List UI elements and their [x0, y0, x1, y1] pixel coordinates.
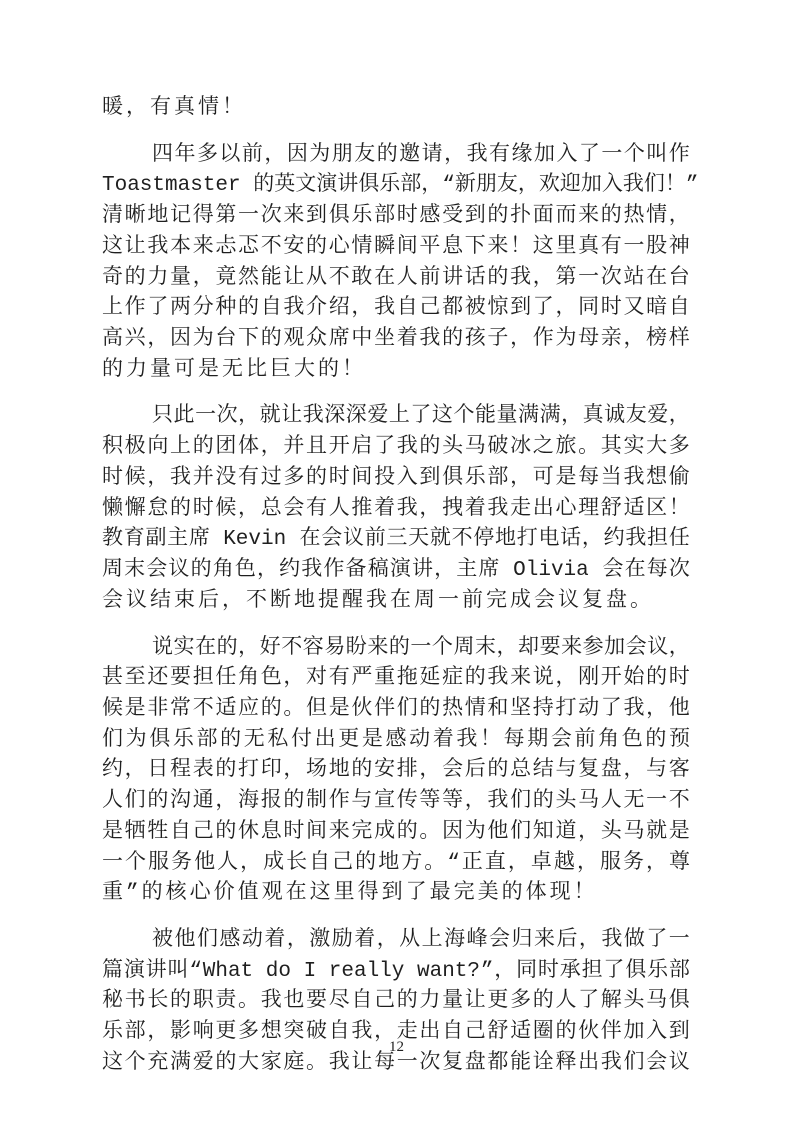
text-line: 说 实 在 的 ， 好 不 容 易 盼 来 的 一 个 周 末 ， 却 要 来 参 加 会 议 ，	[152, 636, 690, 660]
text-line: 被 他 们 感 动 着 ， 激 励 着 ， 从 上 海 峰 会 归 来 后 ， 我 做 了 一	[152, 928, 690, 952]
text-line: 上 作 了 两 分 种 的 自 我 介 绍 ， 我 自 己 都 被 惊 到 了 ， 同 时 又 暗 自	[102, 297, 690, 321]
text-line: 的力量可是无比巨大的！	[102, 358, 366, 382]
text-line: 积 极 向 上 的 团 体 ， 并 且 开 启 了 我 的 头 马 破 冰 之 旅 。 其 实 大 多	[102, 436, 690, 460]
text-line: 是 牺 牲 自 己 的 休 息 时 间 来 完 成 的 。 因 为 他 们 知 道 ， 头 马 就 是	[102, 820, 690, 844]
text-line: 奇 的 力 量 ， 竟 然 能 让 从 不 敢 在 人 前 讲 话 的 我 ， 第 一 次 站 在 台	[102, 266, 690, 290]
text-line: 懒 懈 怠 的 时 候 ， 总 会 有 人 推 着 我 ， 拽 着 我 走 出 心 理 舒 适 区 ！	[102, 497, 690, 521]
text-line: 约 ， 日 程 表 的 打 印 ， 场 地 的 安 排 ， 会 后 的 总 结 与 复 盘 ， 与 客	[102, 759, 690, 783]
text-line: 一 个 服 务 他 人 ， 成 长 自 己 的 地 方 。 “ 正 直 ， 卓 越 ， 服 务 ， 尊	[102, 851, 690, 875]
text-line: 四 年 多 以 前 ， 因 为 朋 友 的 邀 请 ， 我 有 缘 加 入 了 一 个 叫 作	[152, 143, 690, 167]
text-line: 篇 演 讲 叫 “ What do I really want? ” ， 同 时 承 担 了 俱 乐 部	[102, 959, 690, 983]
text-line: 候 是 非 常 不 适 应 的 。 但 是 伙 伴 们 的 热 情 和 坚 持 打 动 了 我 ， 他	[102, 697, 690, 721]
text-line: 会议结束后，不断地提醒我在周一前完成会议复盘。	[102, 589, 654, 613]
page-number: 12	[389, 1039, 404, 1055]
text-line: 时 候 ， 我 并 没 有 过 多 的 时 间 投 入 到 俱 乐 部 ， 可 是 每 当 我 想 偷	[102, 466, 690, 490]
text-line: 人 们 的 沟 通 ， 海 报 的 制 作 与 宣 传 等 等 ， 我 们 的 头 马 人 无 一 不	[102, 790, 690, 814]
text-line: 甚 至 还 要 担 任 角 色 ， 对 有 严 重 拖 延 症 的 我 来 说 ， 刚 开 始 的 时	[102, 667, 690, 691]
text-line: Toastmaster 的 英 文 演 讲 俱 乐 部 ， “ 新 朋 友 ， 欢 迎 加 入 我 们 ！ ”	[102, 174, 699, 198]
text-line: 这 个 充 满 爱 的 大 家 庭 。 我 让 每 一 次 复 盘 都 能 诠 释 出 我 们 会 议	[102, 1051, 690, 1075]
text-line: 只 此 一 次 ， 就 让 我 深 深 爱 上 了 这 个 能 量 满 满 ， 真 诚 友 爱 ，	[152, 405, 690, 429]
text-line: 们 为 俱 乐 部 的 无 私 付 出 更 是 感 动 着 我 ！ 每 期 会 前 角 色 的 预	[102, 728, 690, 752]
text-line: 暖，有真情！	[102, 97, 246, 120]
text-line: 周 末 会 议 的 角 色 ， 约 我 作 备 稿 演 讲 ， 主 席 Olivia 会 在 每 次	[102, 559, 690, 583]
text-line: 重”的核心价值观在这里得到了最完美的体现！	[102, 882, 598, 906]
text-line: 这 让 我 本 来 忐 忑 不 安 的 心 情 瞬 间 平 息 下 来 ！ 这 里 真 有 一 股 神	[102, 235, 690, 259]
text-line: 教 育 副 主 席 Kevin 在 会 议 前 三 天 就 不 停 地 打 电 话 ， 约 我 担 任	[102, 528, 690, 552]
text-line: 乐 部 ， 影 响 更 多 想 突 破 自 我 ， 走 出 自 己 舒 适 圈 的 伙 伴 加 入 到	[102, 1021, 690, 1045]
text-line: 秘 书 长 的 职 责 。 我 也 要 尽 自 己 的 力 量 让 更 多 的 人 了 解 头 马 俱	[102, 990, 690, 1014]
text-line: 清 晰 地 记 得 第 一 次 来 到 俱 乐 部 时 感 受 到 的 扑 面 而 来 的 热 情 ，	[102, 205, 690, 229]
text-block	[102, 94, 699, 1096]
text-line: 高 兴 ， 因 为 台 下 的 观 众 席 中 坐 着 我 的 孩 子 ， 作 为 母 亲 ， 榜 样	[102, 328, 690, 352]
